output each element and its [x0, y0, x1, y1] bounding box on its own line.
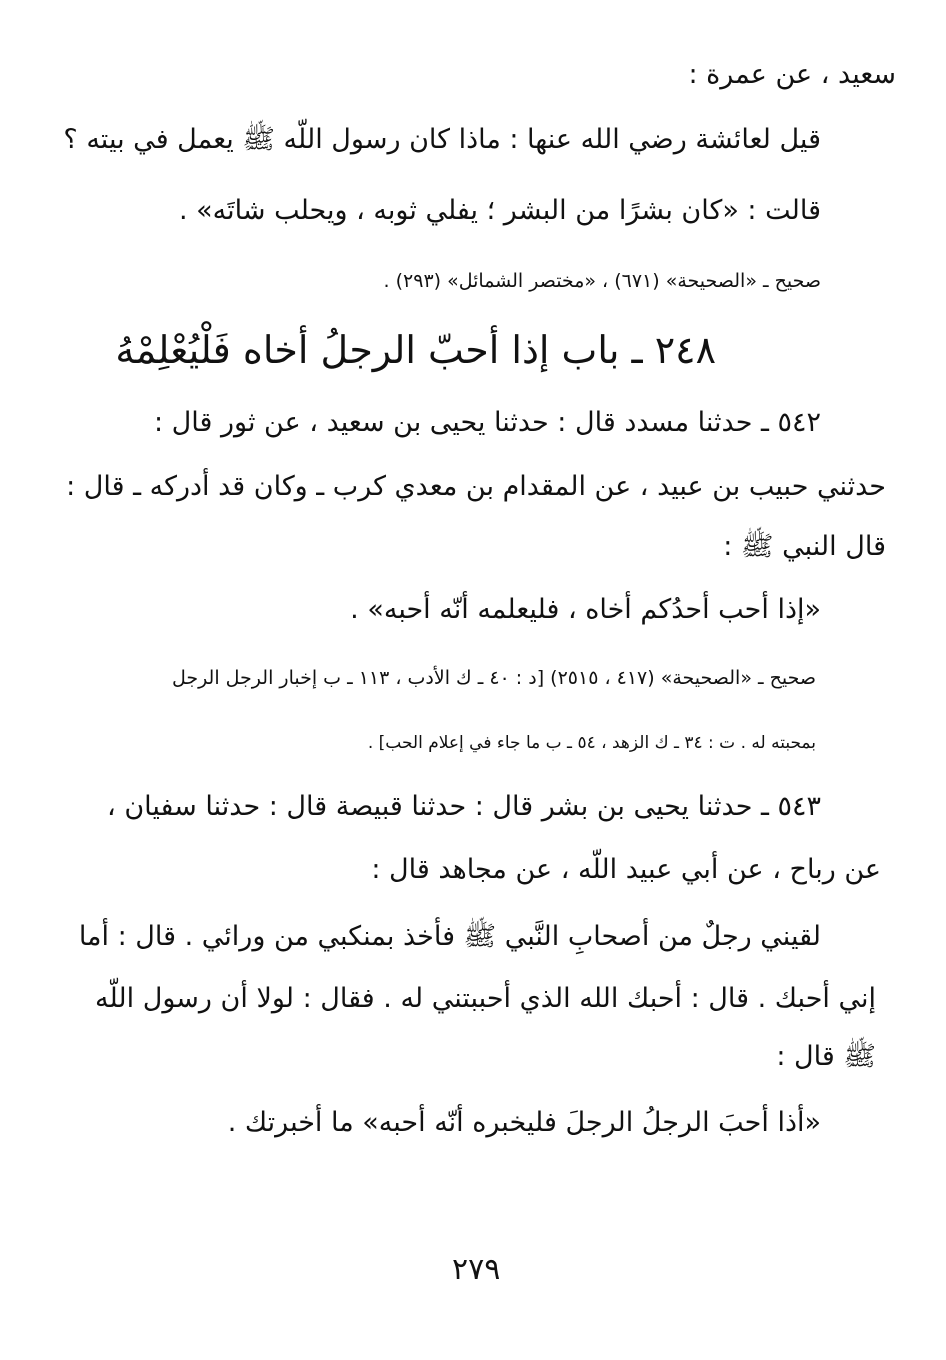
text-line: إني أحبك . قال : أحبك الله الذي أحببتني له . فقال : لولا أن رسول اللّه — [95, 983, 876, 1014]
footnote-line: بمحبته له . ت : ٣٤ ـ ك الزهد ، ٥٤ ـ ب ما جاء في إعلام الحب] . — [367, 733, 816, 753]
hadith-quote: «أذا أحبَ الرجلُ الرجلَ فليخبره أنّه أحبه» ما أخبرتك . — [227, 1107, 821, 1138]
footnote-line: صحيح ـ «الصحيحة» (٤١٧ ، ٢٥١٥) [د : ٤٠ ـ ك الأدب ، ١١٣ ـ ب إخبار الرجل الرجل — [171, 667, 816, 689]
text-line: لقيني رجلٌ من أصحابِ النَّبي ﷺ فأخذ بمنكبي من ورائي . قال : أما — [78, 921, 821, 952]
section-heading: ٢٤٨ ـ باب إذا أحبّ الرجلُ أخاه فَلْيُعْلِمْهُ — [115, 328, 716, 372]
text-line: ﷺ قال : — [776, 1041, 876, 1072]
text-line: قالت : «كان بشرًا من البشر ؛ يفلي ثوبه ، ويحلب شاتَه» . — [178, 195, 821, 226]
text-line: عن رباح ، عن أبي عبيد اللّه ، عن مجاهد قال : — [371, 854, 881, 885]
text-line: ٥٤٣ ـ حدثنا يحيى بن بشر قال : حدثنا قبيصة قال : حدثنا سفيان ، — [107, 791, 821, 822]
page-number: ٢٧٩ — [452, 1252, 501, 1287]
text-line: ٥٤٢ ـ حدثنا مسدد قال : حدثنا يحيى بن سعيد ، عن ثور قال : — [153, 407, 821, 438]
text-line: قيل لعائشة رضي الله عنها : ماذا كان رسول اللّه ﷺ يعمل في بيته ؟ — [63, 124, 821, 155]
text-line: حدثني حبيب بن عبيد ، عن المقدام بن معدي كرب ـ وكان قد أدركه ـ قال : — [66, 471, 886, 502]
text-line: سعيد ، عن عمرة : — [688, 59, 896, 90]
text-line: قال النبي ﷺ : — [723, 531, 886, 562]
hadith-quote: «إذا أحب أحدُكم أخاه ، فليعلمه أنّه أحبه» . — [350, 594, 821, 625]
footnote-line: صحيح ـ «الصحيحة» (٦٧١) ، «مختصر الشمائل» (٢٩٣) . — [383, 270, 821, 292]
